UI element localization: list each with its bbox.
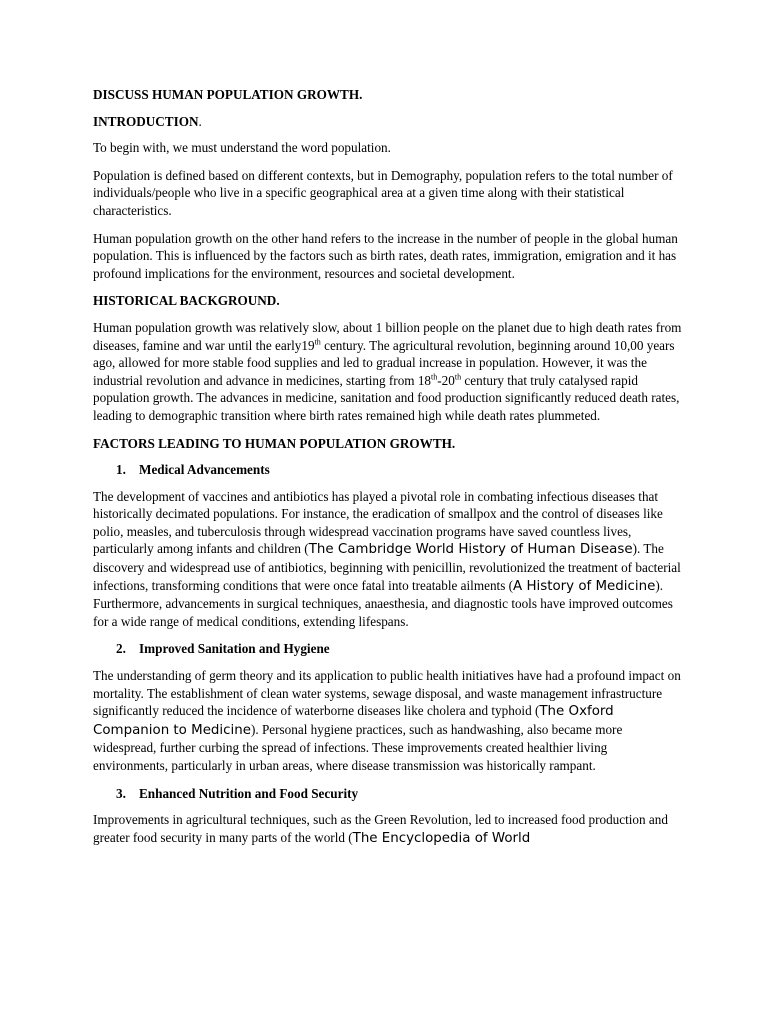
intro-paragraph-3: Human population growth on the other hand refers to the increase in the number of people in the global human population. This is influenced by the factors such as birth rates, death rates, immigration, emigration and it has profound implications for the environment, resources and societal development.: [93, 230, 678, 281]
factors-heading: FACTORS LEADING TO HUMAN POPULATION GROWTH.: [93, 435, 456, 451]
citation: A History of Medicine: [513, 578, 656, 594]
factor-2-paragraph: [93, 667, 683, 775]
introduction-heading-period: .: [198, 113, 202, 129]
intro-paragraph-2: Population is defined based on different contexts, but in Demography, population refers to the total number of individuals/people who live in a specific geographical area at a given time along with their statistical characteristics.: [93, 167, 673, 218]
historical-text-2: century. The agricultural revolution, beginning around 10,00 years ago, allowed for more stable food supplies and led to gradual increase in population. However, it was the industrial revolution and advance in medicines, starting from 18: [93, 337, 675, 388]
superscript-th: th: [431, 372, 438, 382]
document-title: DISCUSS HUMAN POPULATION GROWTH.: [93, 87, 363, 102]
historical-text-4: century that truly catalysed rapid population growth. The advances in medicine, sanitation and food production significantly reduced death rates, leading to demographic transition where birth rates remained high while death rates plummeted.: [93, 372, 680, 423]
superscript-th: th: [314, 337, 321, 347]
list-number: 2.: [116, 641, 126, 657]
factor-title: Medical Advancements: [139, 462, 270, 478]
document-page: [93, 86, 683, 857]
paragraph-text: The understanding of germ theory and its application to public health initiatives have had a profound impact on mortality. The establishment of clean water systems, sewage disposal, and waste management infrastructure significantly reduced the incidence of waterborne diseases like cholera and typhoid (: [93, 668, 681, 719]
paragraph-text: ). The discovery and widespread use of antibiotics, beginning with penicillin, revolutionized the treatment of bacterial infections, transforming conditions that were once fatal into treatable ailments (: [93, 541, 681, 593]
factor-1-paragraph: [93, 488, 683, 631]
historical-text-1: Human population growth was relatively slow, about 1 billion people on the planet due to high death rates from diseases, famine and war until the early19: [93, 319, 682, 353]
factor-2-heading: [116, 640, 683, 658]
factor-title: Improved Sanitation and Hygiene: [139, 641, 330, 657]
citation: The Oxford Companion to Medicine: [93, 704, 614, 738]
paragraph-text: ). Personal hygiene practices, such as handwashing, also became more widespread, further curbing the spread of infections. These improvements created healthier living environments, particularly in urban areas, where disease transmission was historically rampant.: [93, 721, 623, 773]
citation: The Encyclopedia of World: [352, 830, 531, 846]
historical-heading: HISTORICAL BACKGROUND.: [93, 293, 280, 309]
paragraph-text: ). Furthermore, advancements in surgical techniques, anaesthesia, and diagnostic tools have improved outcomes for a wide range of medical conditions, extending lifespans.: [93, 577, 673, 629]
historical-text-3: -20: [437, 372, 455, 388]
paragraph-text: The development of vaccines and antibiotics has played a pivotal role in combating infectious diseases that historically decimated populations. For instance, the eradication of smallpox and the control of diseases like polio, measles, and tuberculosis through widespread vaccination programs have saved countless lives, particularly among infants and children (: [93, 488, 663, 557]
historical-paragraph: [93, 319, 683, 425]
factor-title: Enhanced Nutrition and Food Security: [139, 785, 359, 801]
list-number: 3.: [116, 785, 126, 801]
factor-1-heading: [116, 461, 683, 479]
list-number: 1.: [116, 462, 126, 478]
factor-3-paragraph: [93, 811, 683, 847]
citation: The Cambridge World History of Human Disease: [308, 542, 633, 558]
superscript-th: th: [454, 372, 462, 382]
intro-paragraph-1: To begin with, we must understand the word population.: [93, 140, 391, 156]
factor-3-heading: [116, 785, 683, 803]
introduction-heading: [93, 113, 683, 131]
paragraph-text: Improvements in agricultural techniques, such as the Green Revolution, led to increased food production and greater food security in many parts of the world (: [93, 812, 668, 845]
introduction-heading-text: INTRODUCTION: [93, 113, 199, 129]
